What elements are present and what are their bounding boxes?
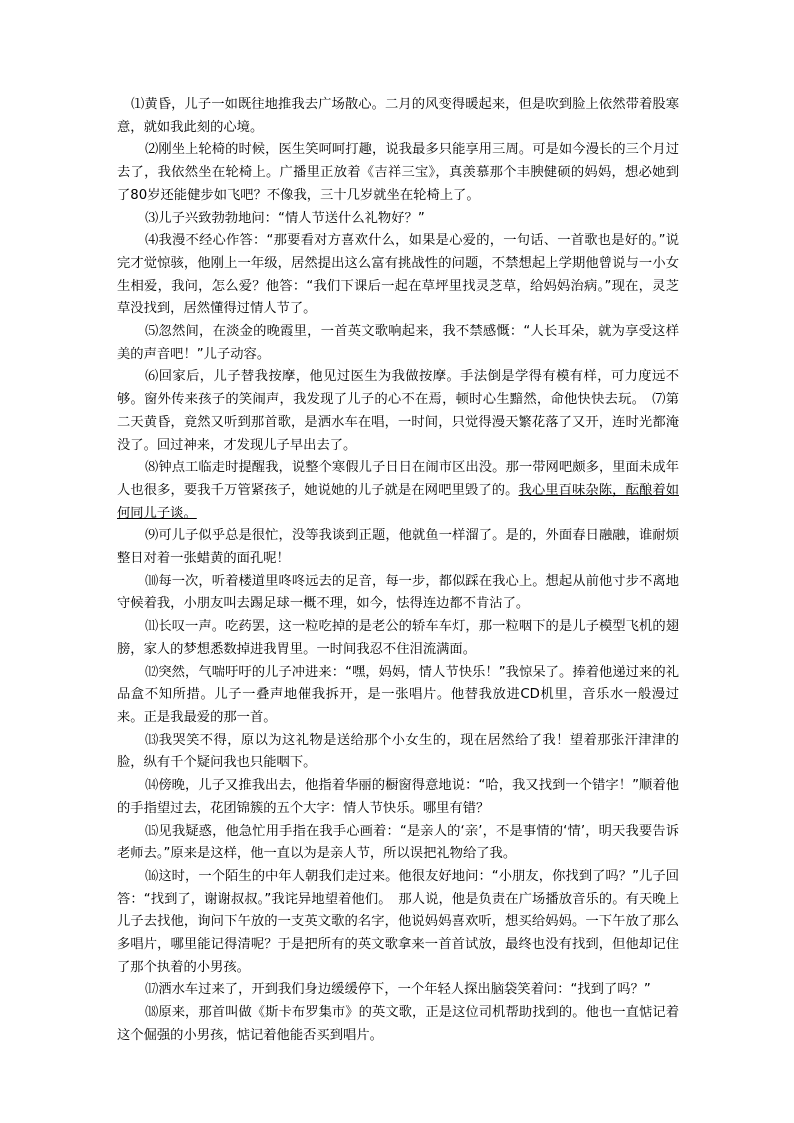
paragraph-text: ⒃这时，一个陌生的中年人朝我们走过来。他很友好地问：“小朋友，你找到了吗？”儿子回答：“找到了，谢谢叔叔。”我诧异地望着他们。 那人说，他是负责在广场播放音乐的。有天晚上儿子去找他，询问下午放的一支英文歌的名字，他说妈妈喜欢听，想买给妈妈。一下午放了那么多唱片，哪里能记得清呢？于是把所有的英文歌拿来一首首试放，最终也没有找到，但他却记住了那个执着的小男孩。 — [117, 868, 679, 975]
paragraph-9 — [117, 525, 679, 570]
paragraph-text: ⑿突然，气喘吁吁的儿子冲进来：“嘿，妈妈，情人节快乐！”我惊呆了。捧着他递过来的礼品盒不知所措。儿子一叠声地催我拆开，是一张唱片。他替我放进CD机里，音乐水一般漫过来。正是我最爱的那一首。 — [117, 664, 679, 725]
paragraph-18 — [117, 1002, 679, 1047]
underlined-sentence: 我心里百味杂陈，酝酿着如何同儿子谈。 — [117, 482, 680, 521]
paragraph-3 — [117, 208, 679, 231]
paragraph-text: ⑼可儿子似乎总是很忙，没等我谈到正题，他就鱼一样溜了。是的，外面春日融融，谁耐烦整日对着一张蜡黄的面孔呢！ — [117, 528, 679, 567]
paragraph-text: ⑵刚坐上轮椅的时候，医生笑呵呵打趣，说我最多只能享用三周。可是如今漫长的三个月过去了，我依然坐在轮椅上。广播里正放着《吉祥三宝》，真羡慕那个丰腴健硕的妈妈，想必她到了80岁还能健步如飞吧？不像我，三十几岁就坐在轮椅上了。 — [117, 142, 679, 203]
paragraph-12 — [117, 662, 679, 730]
paragraph-text: ⒅原来，那首叫做《斯卡布罗集市》的英文歌，正是这位司机帮助找到的。他也一直惦记着这个倔强的小男孩，惦记着他能否买到唱片。 — [117, 1005, 679, 1043]
paragraph-5 — [117, 321, 679, 366]
paragraph-text: ⑾长叹一声。吃药罢，这一粒吃掉的是老公的轿车车灯，那一粒咽下的是儿子模型飞机的翅膀，家人的梦想悉数掉进我胃里。一时间我忍不住泪流满面。 — [117, 619, 679, 657]
paragraph-text: ⒄洒水车过来了，开到我们身边缓缓停下，一个年轻人探出脑袋笑着问：“找到了吗？” — [145, 982, 651, 998]
paragraph-text: ⑴黄昏，儿子一如既往地推我去广场散心。二月的风变得暖起来，但是吹到脸上依然带着股寒意，就如我此刻的心境。 — [117, 97, 679, 135]
paragraph-1 — [117, 94, 679, 139]
paragraph-text: ⑸忽然间，在淡金的晚霞里，一首英文歌响起来，我不禁感慨：“人长耳朵，就为享受这样美的声音吧！”儿子动容。 — [117, 324, 679, 362]
paragraph-text: ⒂见我疑惑，他急忙用手指在我手心画着：“是亲人的‘亲’，不是事情的‘情’，明天我要告诉老师去。”原来是这样，他一直以为是亲人节，所以误把礼物给了我。 — [117, 823, 679, 862]
paragraph-text: ⒀我哭笑不得，原以为这礼物是送给那个小女生的，现在居然给了我！望着那张汗津津的脸，纵有千个疑问我也只能咽下。 — [117, 732, 679, 771]
paragraph-15 — [117, 821, 679, 866]
paragraph-text: ⑽每一次，听着楼道里咚咚远去的足音，每一步，都似踩在我心上。想起从前他寸步不离地守候着我，小朋友叫去踢足球一概不理，如今，怯得连边都不肯沾了。 — [117, 573, 679, 612]
paragraph-16 — [117, 866, 679, 980]
paragraph-text: ⑹回家后，儿子替我按摩，他见过医生为我做按摩。手法倒是学得有模有样，可力度远不够。窗外传来孩子的笑闹声，我发现了儿子的心不在焉，顿时心生黯然，命他快快去玩。 ⑺第二天黄昏，竟然又听到那首歌，是洒水车在唱，一时间，只觉得漫天繁花落了又开，连时光都淹没了。回过神来，才发现儿子早出去了。 — [117, 369, 679, 453]
paragraph-17 — [117, 979, 679, 1002]
paragraph-4 — [117, 230, 679, 321]
paragraph-6-7 — [117, 366, 679, 457]
paragraph-11 — [117, 616, 679, 661]
paragraph-text: ⑻钟点工临走时提醒我，说整个寒假儿子日日在闹市区出没。那一带网吧颇多，里面未成年人也很多，要我千万管紧孩子，她说她的儿子就是在网吧里毁了的。 — [117, 460, 679, 498]
paragraph-text: ⑷我漫不经心作答：“那要看对方喜欢什么，如果是心爱的，一句话、一首歌也是好的。”说完才觉惊骇，他刚上一年级，居然提出这么富有挑战性的问题，不禁想起上学期他曾说与一小女生相爱，我问，怎么爱？他答：“我们下课后一起在草坪里找灵芝草，给妈妈治病。”现在，灵芝草没找到，居然懂得过情人节了。 — [117, 233, 679, 317]
paragraph-text: ⑶儿子兴致勃勃地问：“情人节送什么礼物好？” — [145, 210, 425, 226]
paragraph-13 — [117, 730, 679, 775]
paragraph-14 — [117, 775, 679, 820]
paragraph-2 — [117, 139, 679, 207]
document-body — [117, 94, 679, 1048]
paragraph-10 — [117, 571, 679, 616]
paragraph-8 — [117, 457, 679, 525]
paragraph-text: ⒁傍晚，儿子又推我出去，他指着华丽的橱窗得意地说：“哈，我又找到一个错字！”顺着他的手指望过去，花团锦簇的五个大字：情人节快乐。哪里有错？ — [117, 778, 679, 816]
